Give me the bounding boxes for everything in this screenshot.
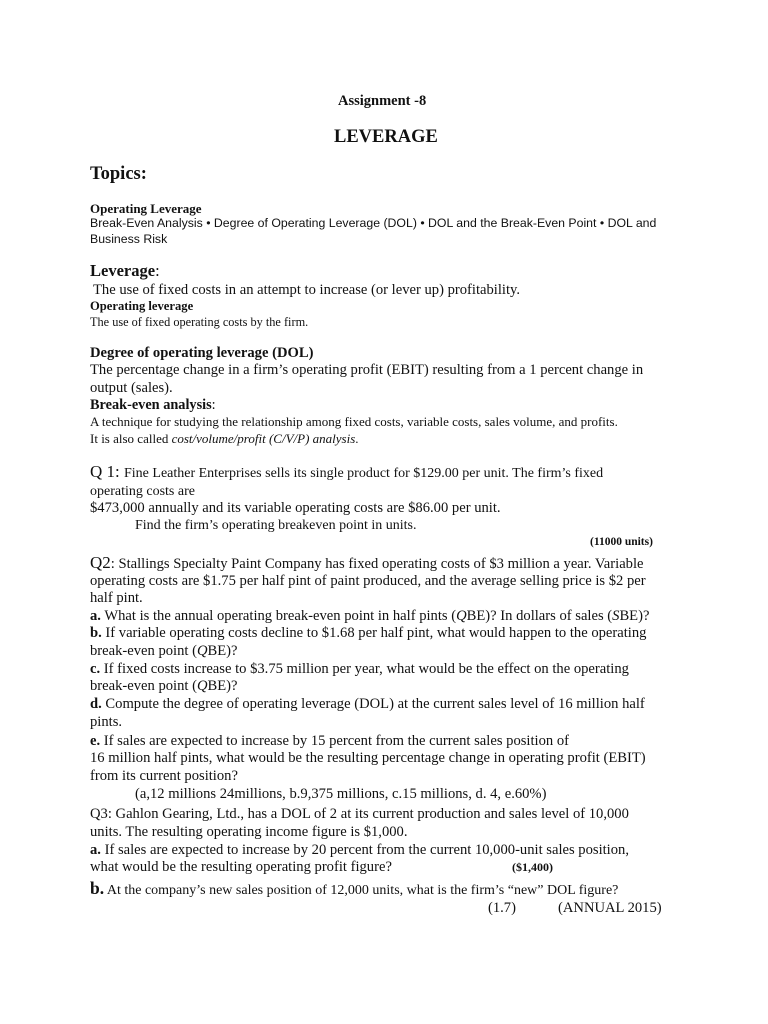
dol-heading: Degree of operating leverage (DOL) [90, 345, 314, 361]
q2b-line-2 [90, 643, 238, 660]
break-even-definition-line-2 [90, 431, 359, 447]
q2e-text-1: If sales are expected to increase by 15 percent from the current sales position of [100, 733, 569, 749]
q3a-text-1: If sales are expected to increase by 20 percent from the current 10,000-unit sales position, [100, 842, 629, 858]
break-even-heading [90, 397, 216, 414]
cvp-analysis-term: cost/volume/profit (C/V/P) analysis [171, 431, 356, 446]
operating-leverage-definition: The use of fixed operating costs by the firm. [90, 315, 309, 329]
q2e-line-2: 16 million half pints, what would be the resulting percentage change in operating profit (EBIT) [90, 750, 646, 766]
operating-leverage-subheading: Operating leverage [90, 299, 194, 313]
q1-line-2: operating costs are [90, 484, 195, 499]
q3-line-1: Q3: Gahlon Gearing, Ltd., has a DOL of 2 at its current production and sales level of 10,000 [90, 806, 629, 822]
q3b-text-1: At the company’s new sales position of 12,000 units, what is the firm’s “new” DOL figure? [104, 883, 619, 898]
break-even-def-prefix: It is also called [90, 431, 172, 446]
q2e-line-3: from its current position? [90, 768, 238, 784]
q1-line-1 [90, 462, 603, 482]
q2c-q: Q [196, 678, 208, 694]
q2d-text-1: Compute the degree of operating leverage (DOL) at the current sales level of 16 million half [101, 696, 645, 712]
q1-line-4: Find the firm’s operating breakeven point in units. [135, 518, 417, 533]
q2-label: Q2 [90, 553, 111, 572]
q2a-q: Q [456, 608, 467, 624]
q2a-line [90, 608, 649, 625]
q2c-label: c. [90, 661, 101, 677]
q1-label: Q 1: [90, 462, 124, 481]
q2-line-3: half pint. [90, 590, 143, 606]
q2c-line-1 [90, 661, 629, 678]
q2a-text-1: What is the annual operating break-even point in half pints ( [100, 608, 457, 624]
q2d-line-1 [90, 696, 645, 713]
q2b-text-2b: BE)? [207, 643, 238, 659]
q2b-label: b. [90, 625, 102, 641]
q3b-source: (ANNUAL 2015) [558, 900, 662, 916]
q2a-label: a. [90, 608, 101, 624]
q3-line-2: units. The resulting operating income figure is $1,000. [90, 824, 408, 840]
q3b-line-1 [90, 878, 618, 899]
q2a-s: S [612, 608, 620, 624]
topics-list-line-1: Break-Even Analysis • Degree of Operating Leverage (DOL) • DOL and the Break-Even Point • DOL and [90, 216, 657, 230]
q3a-answer: ($1,400) [512, 860, 553, 874]
break-even-heading-colon: : [211, 397, 216, 413]
q2-line-2: operating costs are $1.75 per half pint of paint produced, and the average selling price is $2 per [90, 573, 646, 589]
q3b-answer: (1.7) [488, 900, 516, 916]
leverage-heading-colon: : [155, 261, 160, 280]
q2c-text-2b: BE)? [207, 678, 238, 694]
q2a-text-3: BE)? [619, 608, 650, 624]
q2a-text-2: BE)? In dollars of sales ( [466, 608, 613, 624]
q2c-text-2a: break-even point ( [90, 678, 197, 694]
q2b-text-2a: break-even point ( [90, 643, 197, 659]
q2-line-1 [90, 553, 644, 573]
q1-text-1: Fine Leather Enterprises sells its single product for $129.00 per unit. The firm’s fixed [124, 466, 604, 481]
dol-definition-line-2: output (sales). [90, 380, 173, 396]
q2-text-1: : Stallings Specialty Paint Company has fixed operating costs of $3 million a year. Variable [110, 556, 644, 572]
operating-leverage-heading: Operating Leverage [90, 201, 202, 216]
leverage-heading [90, 261, 160, 281]
q2b-text-1: If variable operating costs decline to $1.68 per half pint, what would happen to the operating [101, 625, 647, 641]
q1-answer: (11000 units) [590, 536, 653, 548]
leverage-definition: The use of fixed costs in an attempt to increase (or lever up) profitability. [93, 282, 520, 298]
break-even-heading-text: Break-even analysis [90, 397, 212, 413]
q2d-label: d. [90, 696, 102, 712]
q2b-q: Q [196, 643, 208, 659]
topics-heading: Topics: [90, 164, 147, 184]
q1-line-3: $473,000 annually and its variable operating costs are $86.00 per unit. [90, 500, 501, 516]
q3a-line-2: what would be the resulting operating profit figure? [90, 859, 392, 875]
dol-definition-line-1: The percentage change in a firm’s operating profit (EBIT) resulting from a 1 percent change in [90, 362, 644, 378]
q2-answers: (a,12 millions 24millions, b.9,375 millions, c.15 millions, d. 4, e.60%) [135, 786, 547, 802]
page-title: LEVERAGE [334, 127, 438, 147]
q2c-text-1: If fixed costs increase to $3.75 million per year, what would be the effect on the operating [100, 661, 629, 677]
q2b-line-1 [90, 625, 646, 642]
topics-list-line-2: Business Risk [90, 232, 168, 246]
q3a-line-1 [90, 842, 629, 859]
q2e-line-1 [90, 733, 569, 750]
leverage-heading-text: Leverage [90, 261, 156, 280]
q3b-label: b. [90, 878, 105, 898]
q2c-line-2 [90, 678, 238, 695]
q2e-label: e. [90, 733, 101, 749]
q3a-label: a. [90, 842, 101, 858]
break-even-definition-line-1: A technique for studying the relationship among fixed costs, variable costs, sales volume, and profits. [90, 414, 618, 429]
break-even-def-period: . [355, 431, 359, 446]
q2d-line-2: pints. [90, 714, 123, 730]
assignment-number: Assignment -8 [338, 93, 427, 109]
